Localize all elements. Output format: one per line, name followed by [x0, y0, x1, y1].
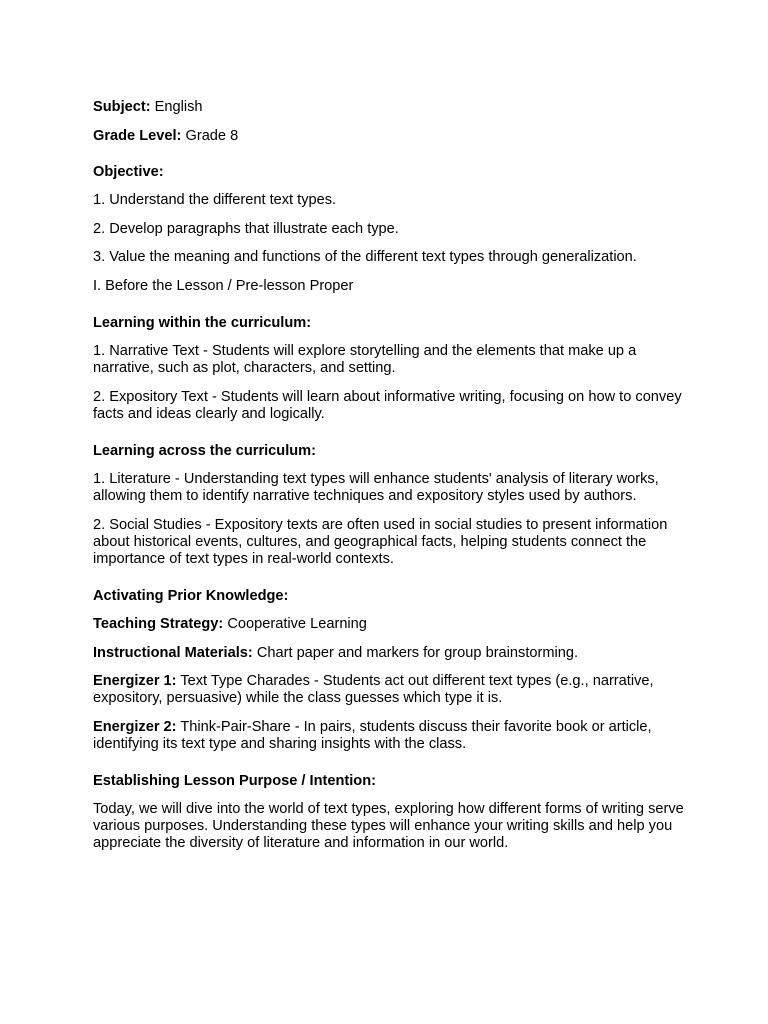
lesson-purpose-heading: Establishing Lesson Purpose / Intention: [93, 772, 376, 789]
subject-label: Subject: [93, 99, 151, 115]
teaching-strategy-label: Teaching Strategy: [93, 616, 224, 632]
teaching-strategy-line [93, 616, 685, 633]
within-curriculum-heading: Learning within the curriculum: [93, 314, 312, 331]
across-item: 2. Social Studies - Expository texts are often used in social studies to present information about historical events, cultures, and geographical facts, helping students connect the importance of text types in real-world contexts. [93, 516, 668, 567]
across-curriculum-heading: Learning across the curriculum: [93, 442, 317, 459]
objective-heading: Objective: [93, 163, 164, 180]
objective-item: 3. Value the meaning and functions of the different text types through generalization. [93, 249, 637, 265]
energizer-1-label: Energizer 1: [93, 673, 177, 689]
energizer-2-line [93, 719, 685, 753]
grade-value: Grade 8 [185, 127, 239, 144]
grade-line [93, 128, 685, 145]
lesson-purpose-text: Today, we will dive into the world of text types, exploring how different forms of writing serve various purposes. Understanding these types will enhance your writing skills and help you appreciate the diversity of literature and information in our world. [93, 801, 684, 851]
objective-item: 1. Understand the different text types. [93, 192, 337, 208]
subject-value: English [154, 99, 203, 115]
across-item: 1. Literature - Understanding text types will enhance students' analysis of literary works, allowing them to identify narrative techniques and expository styles used by authors. [93, 471, 659, 504]
section-title: I. Before the Lesson / Pre-lesson Proper [93, 277, 354, 294]
materials-label: Instructional Materials: [93, 644, 253, 661]
energizer-1-value: Text Type Charades - Students act out different text types (e.g., narrative, expository, persuasive) while the class guesses which type it is. [93, 673, 654, 706]
subject-line [93, 99, 685, 116]
energizer-2-label: Energizer 2: [93, 718, 177, 735]
energizer-1-line [93, 673, 685, 707]
lesson-plan-document [93, 99, 685, 864]
objective-item: 2. Develop paragraphs that illustrate each type. [93, 220, 399, 237]
teaching-strategy-value: Cooperative Learning [227, 616, 367, 632]
grade-label: Grade Level: [93, 127, 182, 144]
materials-value: Chart paper and markers for group brainstorming. [256, 644, 579, 661]
materials-line [93, 645, 685, 662]
energizer-2-value: Think-Pair-Share - In pairs, students discuss their favorite book or article, identifying its text type and sharing insights with the class. [93, 718, 652, 752]
within-item: 1. Narrative Text - Students will explore storytelling and the elements that make up a narrative, such as plot, characters, and setting. [93, 343, 637, 376]
prior-knowledge-heading: Activating Prior Knowledge: [93, 587, 289, 604]
within-item: 2. Expository Text - Students will learn about informative writing, focusing on how to convey facts and ideas clearly and logically. [93, 388, 682, 422]
